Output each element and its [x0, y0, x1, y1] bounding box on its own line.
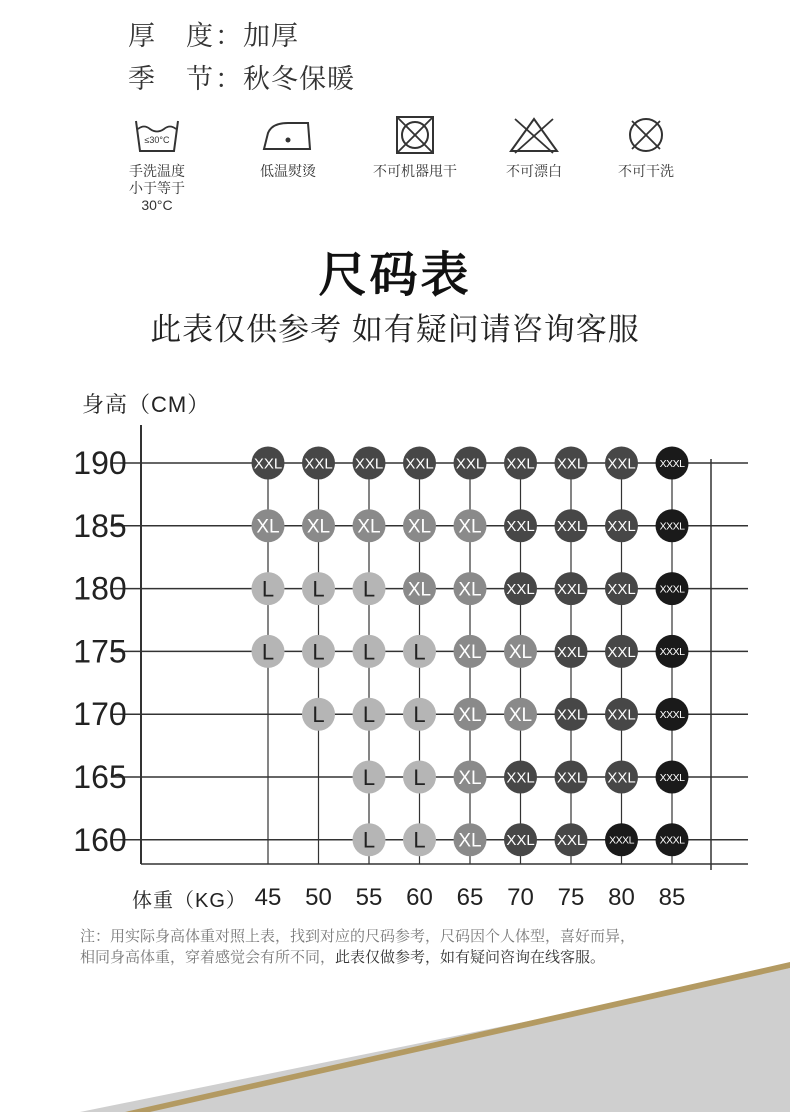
thickness-key-2: 度: [186, 21, 214, 51]
size-label-185-45: XL: [256, 516, 280, 538]
size-label-165-70: XXL: [506, 769, 535, 787]
weight-tick-75: 75: [557, 884, 585, 911]
size-label-180-85: XXXL: [659, 583, 685, 596]
size-label-190-45: XXL: [253, 455, 283, 473]
height-tick-165: 165: [73, 759, 127, 795]
size-label-175-60: L: [413, 639, 426, 665]
size-label-170-65: XL: [458, 705, 482, 727]
size-label-160-75: XXL: [556, 832, 586, 850]
height-tick-180: 180: [73, 570, 127, 607]
size-label-175-75: XXL: [556, 643, 586, 661]
size-label-190-65: XXL: [455, 455, 485, 473]
size-label-175-45: L: [261, 639, 275, 665]
x-axis-title: 体重（KG）: [132, 890, 247, 912]
height-tick-175: 175: [73, 633, 127, 670]
y-axis-title: 身高（CM）: [82, 392, 211, 417]
size-label-175-50: L: [312, 639, 325, 665]
hand-wash-label-3: 30°C: [141, 197, 173, 213]
size-label-165-75: XXL: [556, 769, 586, 787]
size-label-185-55: XL: [357, 516, 381, 538]
size-label-180-70: XXL: [506, 581, 535, 598]
size-label-185-60: XL: [407, 516, 432, 538]
size-label-160-60: L: [413, 827, 426, 853]
thickness-colon: ：: [215, 21, 243, 51]
size-label-180-80: XXL: [607, 581, 636, 598]
no-bleach-label: 不可漂白: [506, 163, 562, 179]
weight-tick-70: 70: [507, 884, 534, 911]
hand-wash-label-2: 小于等于: [129, 180, 185, 196]
size-label-170-70: XL: [508, 705, 533, 727]
size-label-180-60: XL: [407, 579, 432, 601]
size-label-190-50: XXL: [304, 455, 333, 473]
size-label-185-50: XL: [306, 516, 331, 538]
size-label-170-50: L: [312, 702, 325, 728]
hand-wash-label-1: 手洗温度: [129, 163, 185, 179]
wash-temp-text: ≤30°C: [144, 135, 170, 145]
size-label-175-85: XXXL: [659, 646, 685, 659]
season-key-2: 节: [186, 64, 214, 94]
size-label-190-70: XXL: [506, 455, 535, 473]
size-label-160-55: L: [362, 827, 376, 853]
size-label-160-80: XXXL: [609, 834, 634, 847]
thickness-value: 加厚: [243, 21, 299, 51]
size-label-190-60: XXL: [405, 455, 434, 473]
size-label-165-65: XL: [458, 767, 482, 789]
size-label-190-80: XXL: [607, 455, 636, 473]
season-key-1: 季: [128, 64, 156, 94]
season-value: 秋冬保暖: [243, 64, 355, 94]
thickness-key-1: 厚: [128, 21, 156, 51]
size-label-180-50: L: [312, 576, 325, 602]
weight-tick-50: 50: [305, 884, 332, 911]
height-tick-170: 170: [73, 696, 127, 733]
size-label-165-80: XXL: [607, 769, 636, 787]
size-label-180-65: XL: [458, 579, 482, 601]
size-label-180-75: XXL: [556, 581, 586, 598]
size-label-190-85: XXXL: [659, 457, 685, 470]
weight-tick-60: 60: [406, 884, 433, 911]
size-label-180-45: L: [261, 576, 275, 602]
height-tick-160: 160: [73, 821, 127, 858]
size-label-165-60: L: [413, 764, 426, 790]
size-label-185-70: XXL: [506, 518, 535, 536]
size-label-160-65: XL: [458, 830, 482, 852]
no-dryclean-label: 不可干洗: [618, 163, 674, 179]
size-label-190-55: XXL: [354, 455, 384, 473]
no-tumble-label: 不可机器甩干: [373, 163, 457, 179]
size-label-170-75: XXL: [556, 706, 586, 724]
size-label-160-70: XXL: [506, 832, 535, 850]
size-label-165-85: XXXL: [659, 771, 685, 784]
size-label-190-75: XXL: [556, 455, 586, 473]
footnote-line-1: 注：用实际身高体重对照上表，找到对应的尺码参考，尺码因个人体型，喜好而异，: [80, 928, 636, 945]
weight-tick-85: 85: [658, 884, 686, 911]
size-label-185-80: XXL: [607, 518, 636, 536]
size-label-175-55: L: [362, 639, 376, 665]
height-tick-185: 185: [73, 507, 127, 544]
size-label-165-55: L: [362, 764, 376, 790]
size-label-170-80: XXL: [607, 706, 636, 724]
iron-label: 低温熨烫: [260, 163, 316, 179]
size-label-180-55: L: [362, 576, 376, 602]
size-label-175-70: XL: [508, 642, 533, 664]
size-label-170-60: L: [413, 702, 426, 728]
size-label-170-55: L: [362, 702, 376, 728]
size-label-160-85: XXXL: [659, 834, 685, 847]
weight-tick-55: 55: [355, 884, 383, 911]
footnote-line-2-dark: 此表仅做参考，如有疑问咨询在线客服。: [335, 949, 606, 966]
footnote-line-2-gray: 相同身高体重，穿着感觉会有所不同，: [80, 949, 336, 966]
size-label-185-85: XXXL: [659, 520, 685, 533]
size-label-185-75: XXL: [556, 518, 586, 536]
height-tick-190: 190: [73, 445, 127, 481]
size-label-175-65: XL: [458, 642, 482, 664]
weight-tick-65: 65: [456, 884, 484, 911]
page-title: 尺码表: [318, 249, 472, 302]
season-colon: ：: [215, 64, 243, 94]
size-label-175-80: XXL: [607, 643, 636, 661]
size-label-185-65: XL: [458, 516, 482, 538]
size-label-170-85: XXXL: [659, 708, 685, 721]
weight-tick-45: 45: [254, 884, 282, 911]
page-subtitle: 此表仅供参考 如有疑问请咨询客服: [150, 312, 640, 347]
weight-tick-80: 80: [608, 884, 635, 911]
